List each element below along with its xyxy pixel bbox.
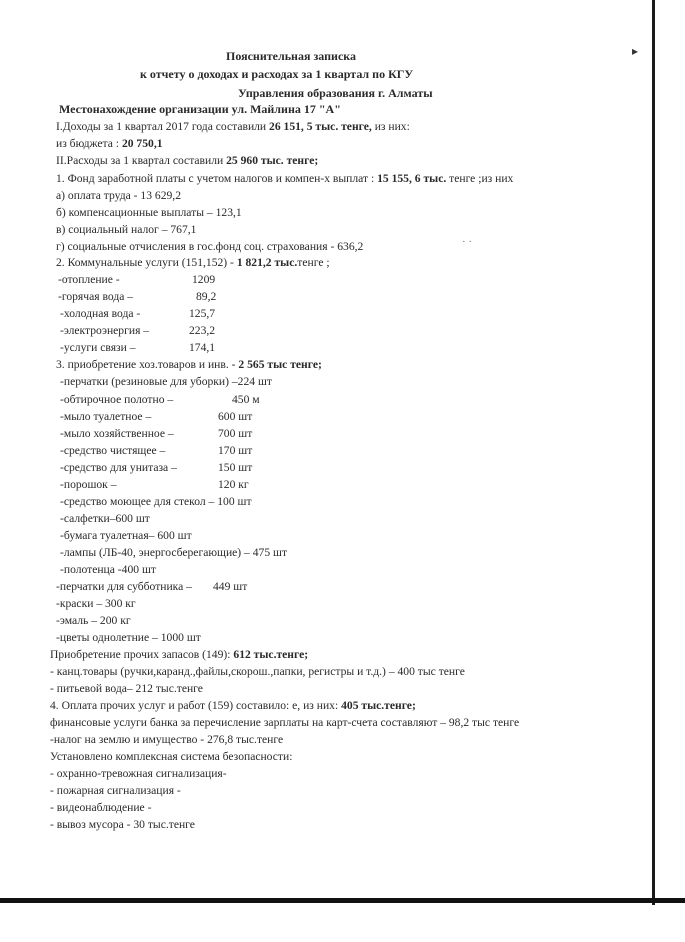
utility-value: 223,2 — [189, 324, 216, 337]
security-item: - пожарная сигнализация - — [50, 784, 181, 797]
supply-item: -полотенца -400 шт — [60, 563, 156, 576]
payroll-text: 1. Фонд заработной платы с учетом налогов и компен-х выплат : — [56, 172, 378, 185]
scan-bottom-border — [0, 898, 685, 903]
supply-label: -средство для унитаза – — [60, 461, 177, 474]
services-item: финансовые услуги банка за перечисление зарплаты на карт-счета составляют – 98,2 тыс тенге — [50, 716, 520, 729]
supply-label: -мыло туалетное – — [60, 410, 152, 423]
expenses-amount: 25 960 тыс. тенге; — [226, 154, 319, 167]
other-stock-item: - питьевой вода– 212 тыс.тенге — [50, 682, 203, 695]
security-item: - охранно-тревожная сигнализация- — [50, 767, 227, 780]
supply-value: 120 кг — [218, 478, 249, 491]
payroll-amount: 15 155, 6 тыс. — [377, 172, 447, 185]
scan-mark: ▸ — [632, 44, 639, 58]
utilities-tail: тенге ; — [297, 256, 330, 269]
income-text: I.Доходы за 1 квартал 2017 года составили — [56, 120, 270, 133]
supply-label: -средство чистящее – — [60, 444, 166, 457]
utilities-amount: 1 821,2 тыс. — [236, 256, 298, 269]
doc-subtitle: к отчету о доходах и расходах за 1 квартал по КГУ — [140, 67, 414, 81]
other-stock-text: Приобретение прочих запасов (149): — [50, 648, 234, 661]
supply-item: -бумага туалетная– 600 шт — [60, 529, 192, 542]
other-stock-amount: 612 тыс.тенге; — [233, 648, 309, 661]
utilities-text: 2. Коммунальные услуги (151,152) - — [56, 256, 237, 269]
income-tail: из них: — [371, 120, 410, 133]
supply-label: -мыло хозяйственное – — [60, 427, 174, 440]
doc-org: Управления образования г. Алматы — [238, 86, 433, 100]
supply-item: -средство моющее для стекол – 100 шт — [60, 495, 252, 508]
scan-smudge: · · — [462, 236, 473, 248]
supply-item: -лампы (ЛБ-40, энергосберегающие) – 475 шт — [60, 546, 288, 559]
other-stock-item: - канц.товары (ручки,каранд.,файлы,скорош.,папки, регистры и т.д.) – 400 тыс тенге — [50, 665, 465, 678]
utility-label: -отопление - — [58, 273, 120, 286]
supply-label: -обтирочное полотно – — [60, 393, 174, 406]
utility-label: -услуги связи – — [60, 341, 136, 354]
supply-item: -краски – 300 кг — [56, 597, 136, 610]
budget-text: из бюджета : — [56, 137, 122, 150]
supply-label: -перчатки для субботника – — [56, 580, 192, 593]
income-amount: 26 151, 5 тыс. тенге, — [269, 120, 372, 133]
services-item: -налог на землю и имущество - 276,8 тыс.тенге — [50, 733, 284, 746]
security-item: - вывоз мусора - 30 тыс.тенге — [50, 818, 195, 831]
security-item: - видеонаблюдение - — [50, 801, 152, 814]
supply-value: 700 шт — [218, 427, 253, 440]
services-amount: 405 тыс.тенге; — [341, 699, 416, 712]
supply-value: 450 м — [232, 393, 260, 406]
utility-value: 89,2 — [196, 290, 217, 303]
utility-label: -электроэнергия – — [60, 324, 150, 337]
payroll-item: г) социальные отчисления в гос.фонд соц. страхования - 636,2 — [56, 240, 364, 253]
payroll-tail: тенге ;из них — [446, 172, 514, 185]
utility-value: 174,1 — [189, 341, 216, 354]
services-text: 4. Оплата прочих услуг и работ (159) составило: е, из них: — [50, 699, 342, 712]
scan-right-border — [652, 0, 655, 905]
utility-label: -горячая вода – — [58, 290, 134, 303]
utility-value: 125,7 — [189, 307, 216, 320]
supply-item: -перчатки (резиновые для уборки) –224 шт — [60, 375, 272, 388]
doc-location: Местонахождение организации ул. Майлина 17 "А" — [59, 102, 341, 116]
expenses-line — [56, 151, 318, 170]
supply-item: -салфетки–600 шт — [60, 512, 150, 525]
payroll-item: б) компенсационные выплаты – 123,1 — [56, 206, 242, 219]
supplies-amount: 2 565 тыс тенге; — [238, 358, 322, 371]
supply-item: -эмаль – 200 кг — [56, 614, 131, 627]
supply-item: -цветы однолетние – 1000 шт — [56, 631, 201, 644]
supplies-text: 3. приобретение хоз.товаров и инв. - — [56, 358, 239, 371]
payroll-item: а) оплата труда - 13 629,2 — [56, 189, 181, 202]
utility-value: 1209 — [192, 273, 216, 286]
utility-label: -холодная вода - — [60, 307, 141, 320]
expenses-text: II.Расходы за 1 квартал составили — [56, 154, 227, 167]
budget-amount: 20 750,1 — [121, 137, 163, 150]
supply-label: -порошок – — [60, 478, 117, 491]
supply-value: 150 шт — [218, 461, 253, 474]
supply-value: 449 шт — [213, 580, 248, 593]
security-title: Установлено комплексная система безопасности: — [50, 750, 293, 763]
payroll-item: в) социальный налог – 767,1 — [56, 223, 197, 236]
supply-value: 170 шт — [218, 444, 253, 457]
doc-title: Пояснительная записка — [226, 49, 357, 63]
supply-value: 600 шт — [218, 410, 253, 423]
